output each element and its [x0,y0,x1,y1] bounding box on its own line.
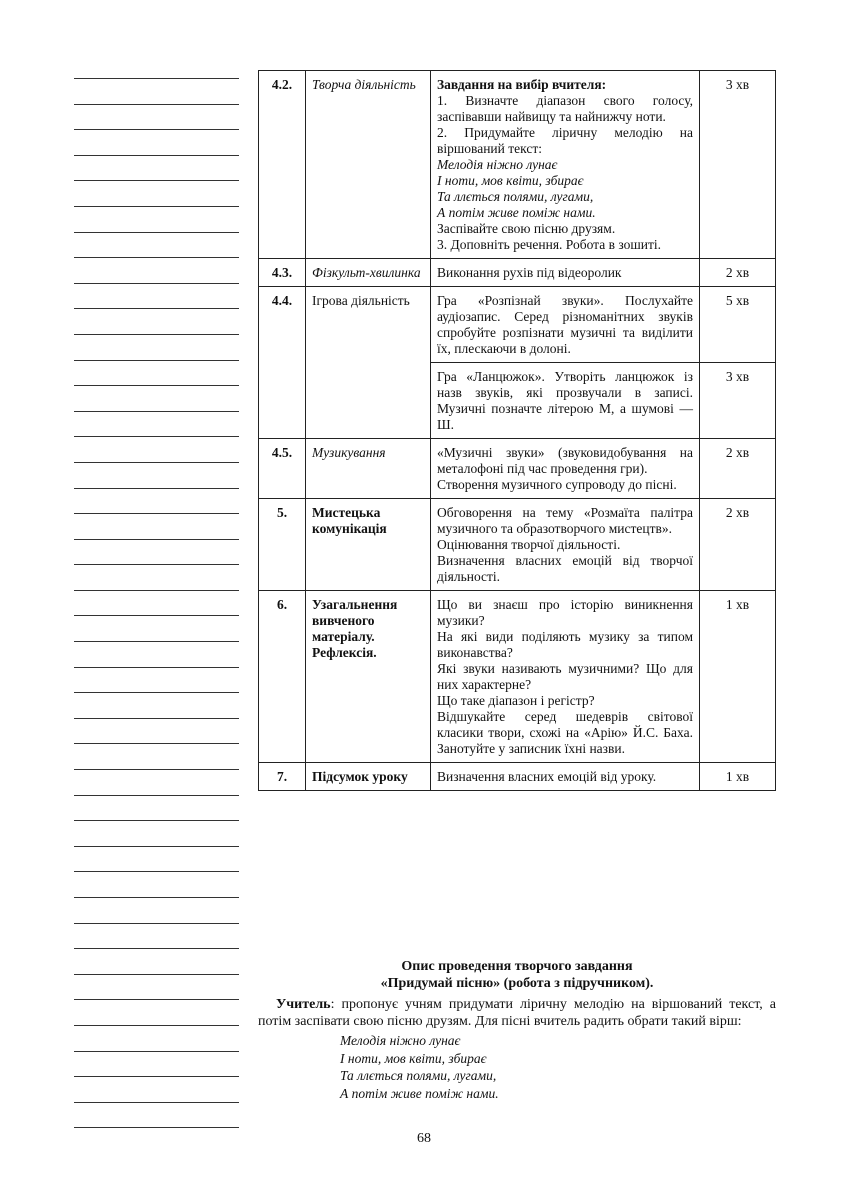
note-line [74,411,239,412]
task-line: Заспівайте свою пісню друзям. [437,221,616,236]
note-line [74,948,239,949]
table-row [259,287,776,363]
note-line [74,1102,239,1103]
duration: 2 хв [700,439,776,499]
note-line [74,232,239,233]
note-line [74,769,239,770]
row-number: 6. [259,591,306,763]
note-line [74,539,239,540]
description-subheading: «Придумай пісню» (робота з підручником). [380,976,654,991]
description-text: : пропонує учням придумати ліричну мелодію на віршований текст, а потім заспівати свою пісню друзям. Для пісні вчитель радить обрати такий вірш: [258,997,776,1029]
task-line: Обговорення на тему «Розмаїта палітра музичного та образотворчого мистецтв». [437,505,693,536]
task-line: Визначення власних емоцій від творчої діяльності. [437,553,693,584]
table-row [259,439,776,499]
teacher-label: Учитель [276,997,331,1012]
note-line [74,129,239,130]
task-description [258,958,776,1102]
stage-name: Мистецька комунікація [306,499,431,591]
note-line [74,692,239,693]
stage-name: Музикування [306,439,431,499]
note-line [74,334,239,335]
note-line [74,1127,239,1128]
note-line [74,923,239,924]
stage-name: Творча діяльність [306,71,431,259]
description-heading: Опис проведення творчого завдання [401,959,633,974]
verse-line: Мелодія ніжно лунає [437,157,558,172]
duration: 2 хв [700,499,776,591]
table-row [259,591,776,763]
poem-line: Мелодія ніжно лунає [340,1033,461,1048]
note-line [74,283,239,284]
note-line [74,846,239,847]
stage-name: Фізкульт-хвилинка [306,259,431,287]
note-line [74,488,239,489]
description-paragraph [258,996,776,1030]
note-line [74,795,239,796]
note-line [74,564,239,565]
task-title: Завдання на вибір вчителя: [437,77,607,92]
task-cell [431,591,700,763]
note-line [74,360,239,361]
note-line [74,104,239,105]
stage-name: Узагальнення вивченого матеріалу. Рефлексія. [306,591,431,763]
task-line: Що ви знаєш про історію виникнення музики? [437,597,693,628]
note-line [74,641,239,642]
note-line [74,667,239,668]
note-line [74,180,239,181]
row-number: 4.3. [259,259,306,287]
duration: 3 хв [700,71,776,259]
verse-line: Та ллється полями, лугами, [437,189,594,204]
task-cell: Гра «Розпізнай звуки». Послухайте аудіозапис. Серед різноманітних звуків спробуйте розпізнати музичні та виділити їх, плескаючи в долоні. [431,287,700,363]
task-cell [431,71,700,259]
task-line: Оцінювання творчої діяльності. [437,537,621,552]
note-line [74,590,239,591]
poem-line: І ноти, мов квіти, збирає [340,1050,487,1066]
lesson-plan-table [258,70,776,791]
task-line: «Музичні звуки» (звуковидобування на металофоні під час проведення гри). [437,445,693,476]
duration: 1 хв [700,763,776,791]
margin-note-lines [74,78,239,1153]
duration: 5 хв [700,287,776,363]
task-cell: Визначення власних емоцій від уроку. [431,763,700,791]
note-line [74,308,239,309]
note-line [74,871,239,872]
note-line [74,513,239,514]
row-number: 5. [259,499,306,591]
task-cell: Гра «Ланцюжок». Утворіть ланцюжок із назв звуків, які прозвучали в записі. Музичні позначте літерою М, а шумові — Ш. [431,363,700,439]
table-row [259,259,776,287]
note-line [74,385,239,386]
task-line: Відшукайте серед шедеврів світової класики твори, схожі на «Арію» Й.С. Баха. Занотуйте у записник їхні назви. [437,709,693,756]
note-line [74,999,239,1000]
task-cell [431,499,700,591]
note-line [74,436,239,437]
row-number: 4.5. [259,439,306,499]
task-line: 3. Доповніть речення. Робота в зошиті. [437,237,662,252]
task-line: Створення музичного супроводу до пісні. [437,477,677,492]
row-number: 4.4. [259,287,306,439]
poem [340,1032,776,1102]
verse-line: І ноти, мов квіти, збирає [437,173,584,188]
note-line [74,257,239,258]
stage-name: Підсумок уроку [306,763,431,791]
note-line [74,78,239,79]
note-line [74,743,239,744]
task-line: 1. Визначте діапазон свого голосу, заспівавши найвищу та найнижчу ноти. [437,93,693,124]
table-row [259,763,776,791]
task-cell: Виконання рухів під відеоролик [431,259,700,287]
note-line [74,974,239,975]
duration: 2 хв [700,259,776,287]
note-line [74,1076,239,1077]
note-line [74,615,239,616]
note-line [74,155,239,156]
row-number: 7. [259,763,306,791]
note-line [74,206,239,207]
poem-line: А потім живе поміж нами. [340,1085,499,1101]
task-line: 2. Придумайте ліричну мелодію на віршований текст: [437,125,693,156]
note-line [74,462,239,463]
note-line [74,897,239,898]
duration: 3 хв [700,363,776,439]
note-line [74,1025,239,1026]
verse-line: А потім живе поміж нами. [437,205,596,220]
task-line: На які види поділяють музику за типом виконавства? [437,629,693,660]
task-cell [431,439,700,499]
page-number: 68 [417,1131,431,1146]
poem-line: Та ллється полями, лугами, [340,1068,497,1083]
note-line [74,718,239,719]
stage-name: Ігрова діяльність [306,287,431,439]
note-line [74,1051,239,1052]
table-row [259,71,776,259]
duration: 1 хв [700,591,776,763]
row-number: 4.2. [259,71,306,259]
table-row [259,499,776,591]
task-line: Що таке діапазон і регістр? [437,693,595,708]
task-line: Які звуки називають музичними? Що для них характерне? [437,661,693,692]
note-line [74,820,239,821]
